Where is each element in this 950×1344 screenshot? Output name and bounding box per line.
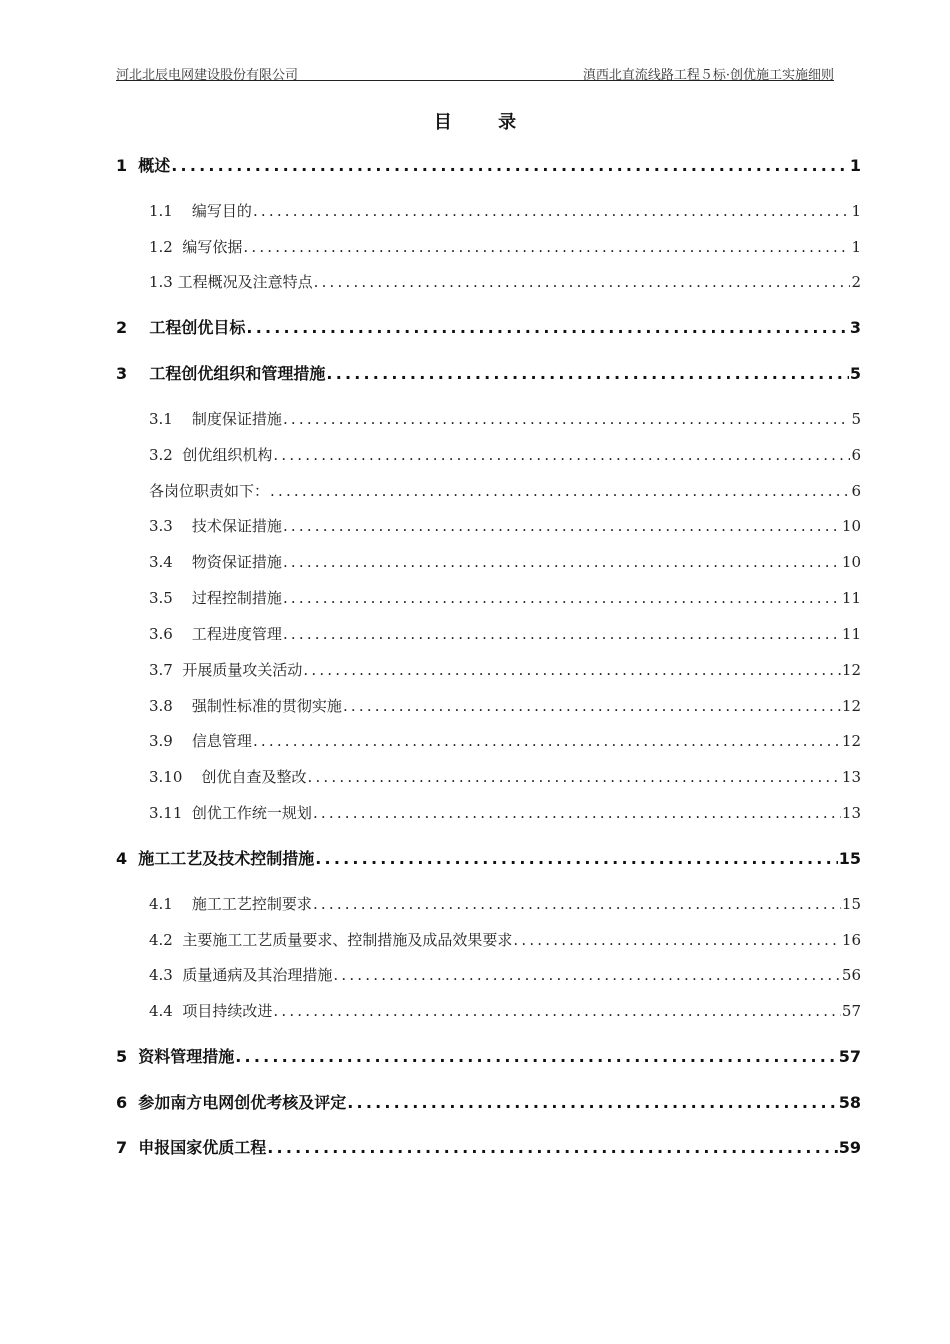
toc-entry-label: 3.9 信息管理: [149, 732, 252, 750]
toc-entry-label: 1.3 工程概况及注意特点: [149, 273, 313, 291]
toc-leader-dots: [171, 155, 849, 177]
toc-section-entry[interactable]: [149, 1000, 861, 1022]
toc-entry-page-number: 15: [838, 849, 861, 868]
toc-leader-dots: [283, 408, 851, 430]
toc-entry-page-number: 58: [838, 1093, 861, 1112]
toc-entry-page-number: 59: [838, 1138, 861, 1157]
toc-section-entry[interactable]: [149, 200, 861, 222]
toc-entry-page-number: 13: [841, 804, 861, 822]
toc-entry-label: 4.4 项目持续改进: [149, 1002, 273, 1020]
toc-entry-page-number: 16: [841, 931, 861, 949]
toc-entry-label: 4 施工工艺及技术控制措施: [116, 849, 315, 868]
toc-entry-label: 1.2 编写依据: [149, 238, 243, 256]
toc-entry-label: 6 参加南方电网创优考核及评定: [116, 1093, 347, 1112]
page-header: [116, 62, 834, 81]
toc-leader-dots: [347, 1092, 837, 1114]
toc-section-entry[interactable]: [149, 766, 861, 788]
toc-leader-dots: [283, 515, 841, 537]
toc-section-entry[interactable]: [149, 551, 861, 573]
toc-leader-dots: [253, 200, 851, 222]
toc-entry-page-number: 12: [841, 697, 861, 715]
toc-leader-dots: [246, 317, 848, 339]
toc-leader-dots: [243, 236, 850, 258]
toc-leader-dots: [235, 1046, 837, 1068]
toc-section-entry[interactable]: [149, 444, 861, 466]
toc-entry-label: 4.2 主要施工工艺质量要求、控制措施及成品效果要求: [149, 931, 513, 949]
toc-chapter-entry[interactable]: [116, 1046, 861, 1068]
toc-leader-dots: [267, 1137, 837, 1159]
toc-entry-page-number: 10: [841, 553, 861, 571]
page-title: 目 录: [433, 112, 537, 133]
toc-entry-label: 3.6 工程进度管理: [149, 625, 282, 643]
toc-entry-label: 3.3 技术保证措施: [149, 517, 282, 535]
toc-leader-dots: [326, 363, 848, 385]
toc-section-entry[interactable]: [149, 587, 861, 609]
toc-entry-label: 4.3 质量通病及其治理措施: [149, 966, 333, 984]
toc-entry-label: 3.11 创优工作统一规划: [149, 804, 312, 822]
toc-chapter-entry[interactable]: [116, 363, 861, 385]
toc-entry-page-number: 6: [851, 482, 861, 500]
toc-entry-page-number: 5: [849, 364, 861, 383]
toc-entry-label: 4.1 施工工艺控制要求: [149, 895, 312, 913]
toc-leader-dots: [283, 587, 841, 609]
toc-entry-label: 5 资料管理措施: [116, 1047, 235, 1066]
toc-leader-dots: [283, 623, 841, 645]
toc-leader-dots: [333, 964, 841, 986]
toc-entry-page-number: 15: [841, 895, 861, 913]
toc-leader-dots: [313, 893, 841, 915]
toc-section-entry[interactable]: [149, 515, 861, 537]
toc-leader-dots: [314, 271, 851, 293]
toc-leader-dots: [253, 730, 841, 752]
toc-section-entry[interactable]: [149, 929, 861, 951]
toc-chapter-entry[interactable]: [116, 848, 861, 870]
toc-entry-label: 各岗位职责如下：: [149, 482, 270, 500]
toc-entry-label: 3.10 创优自查及整改: [149, 768, 307, 786]
toc-entry-label: 3.2 创优组织机构: [149, 446, 273, 464]
toc-entry-page-number: 11: [841, 625, 861, 643]
toc-leader-dots: [513, 929, 841, 951]
toc-entry-label: 3.7 开展质量攻关活动: [149, 661, 303, 679]
toc-entry-page-number: 2: [851, 273, 861, 291]
toc-section-entry[interactable]: [149, 623, 861, 645]
toc-entry-page-number: 1: [851, 202, 861, 220]
toc-entry-page-number: 56: [841, 966, 861, 984]
toc-leader-dots: [313, 802, 841, 824]
toc-section-entry[interactable]: [149, 408, 861, 430]
toc-entry-page-number: 10: [841, 517, 861, 535]
toc-chapter-entry[interactable]: [116, 317, 861, 339]
toc-leader-dots: [273, 1000, 841, 1022]
toc-entry-label: 3.8 强制性标准的贯彻实施: [149, 697, 342, 715]
header-document-title: 滇西北直流线路工程５标·创优施工实施细则: [582, 68, 834, 83]
toc-entry-label: 1.1 编写目的: [149, 202, 252, 220]
toc-entry-label: 7 申报国家优质工程: [116, 1138, 267, 1157]
toc-section-entry[interactable]: [149, 659, 861, 681]
toc-section-entry[interactable]: [149, 271, 861, 293]
toc-entry-page-number: 1: [849, 156, 861, 175]
toc-section-entry[interactable]: [149, 695, 861, 717]
toc-leader-dots: [270, 480, 850, 502]
toc-section-entry[interactable]: [149, 964, 861, 986]
toc-entry-label: 3 工程创优组织和管理措施: [116, 364, 326, 383]
toc-entry-page-number: 1: [851, 238, 861, 256]
toc-leader-dots: [343, 695, 841, 717]
toc-leader-dots: [273, 444, 850, 466]
header-company: 河北北辰电网建设股份有限公司: [116, 68, 299, 83]
toc-entry-page-number: 13: [841, 768, 861, 786]
toc-entry-page-number: 57: [841, 1002, 861, 1020]
toc-entry-page-number: 57: [838, 1047, 861, 1066]
toc-entry-page-number: 5: [851, 410, 861, 428]
toc-leader-dots: [315, 848, 837, 870]
toc-entry-page-number: 6: [851, 446, 861, 464]
toc-entry-page-number: 11: [841, 589, 861, 607]
toc-section-entry[interactable]: [149, 480, 861, 502]
toc-section-entry[interactable]: [149, 236, 861, 258]
toc-section-entry[interactable]: [149, 893, 861, 915]
toc-section-entry[interactable]: [149, 730, 861, 752]
toc-chapter-entry[interactable]: [116, 1092, 861, 1114]
toc-entry-page-number: 12: [841, 661, 861, 679]
toc-entry-page-number: 3: [849, 318, 861, 337]
toc-leader-dots: [307, 766, 840, 788]
toc-leader-dots: [303, 659, 841, 681]
toc-entry-label: 3.4 物资保证措施: [149, 553, 282, 571]
toc-entry-page-number: 12: [841, 732, 861, 750]
toc-section-entry[interactable]: [149, 802, 861, 824]
toc-entry-label: 2 工程创优目标: [116, 318, 246, 337]
toc-entry-label: 3.5 过程控制措施: [149, 589, 282, 607]
toc-entry-label: 1 概述: [116, 156, 171, 175]
toc-chapter-entry[interactable]: [116, 155, 861, 177]
toc-chapter-entry[interactable]: [116, 1137, 861, 1159]
toc-entry-label: 3.1 制度保证措施: [149, 410, 282, 428]
toc-leader-dots: [283, 551, 841, 573]
